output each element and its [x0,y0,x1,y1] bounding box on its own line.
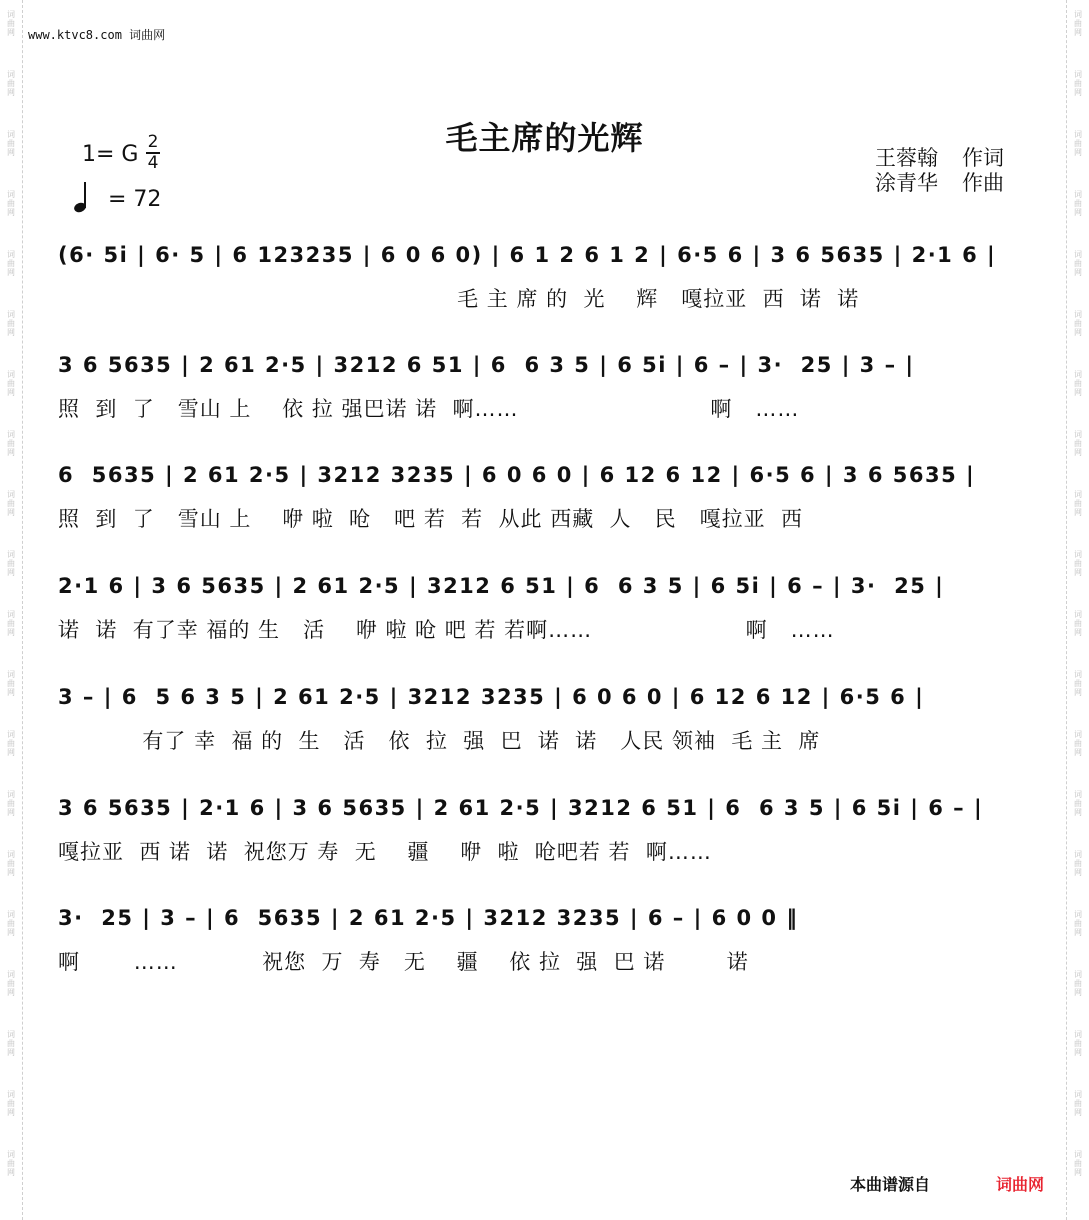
lyrics-line-7: 啊 …… 祝您 万 寿 无 疆 依 拉 强 巴 诺 诺 [58,950,749,974]
side-watermark: 词 曲 网 [1074,250,1082,277]
lyrics-line-5: 有了 幸 福 的 生 活 依 拉 强 巴 诺 诺 人民 领袖 毛 主 席 [58,729,821,753]
side-watermark: 词 曲 网 [7,730,15,757]
side-watermark: 词 曲 网 [7,850,15,877]
side-watermark: 词 曲 网 [7,670,15,697]
side-watermark: 词 曲 网 [7,1090,15,1117]
side-watermark: 词 曲 网 [7,70,15,97]
side-watermark: 词 曲 网 [1074,10,1082,37]
side-watermark: 词 曲 网 [1074,610,1082,637]
side-watermark: 词 曲 网 [1074,670,1082,697]
side-watermark: 词 曲 网 [1074,850,1082,877]
tempo-value: = 72 [108,187,162,212]
side-watermark: 词 曲 网 [7,190,15,217]
side-watermark: 词 曲 网 [1074,190,1082,217]
lyrics-line-3: 照 到 了 雪山 上 咿 啦 呛 吧 若 若 从此 西藏 人 民 嘎拉亚 西 [58,507,803,531]
time-signature-bottom: 4 [147,153,159,173]
notation-line-7: 3· 25 | 3 – | 6 5635 | 2 61 2·5 | 3212 3235 | 6 – | 6 0 0 ‖ [58,906,799,930]
side-watermark: 词 曲 网 [7,1150,15,1177]
source-site-link[interactable]: 词曲网 [996,1175,1045,1194]
notation-line-6: 3 6 5635 | 2·1 6 | 3 6 5635 | 2 61 2·5 | 3212 6 51 | 6 6 3 5 | 6 5i | 6 – | [58,796,984,820]
side-watermark: 词 曲 网 [1074,550,1082,577]
side-watermark: 词 曲 网 [7,550,15,577]
time-signature-top: 2 [147,132,159,152]
side-watermark: 词 曲 网 [1074,790,1082,817]
side-watermark: 词 曲 网 [7,910,15,937]
time-signature [146,134,160,172]
notation-line-5: 3 – | 6 5 6 3 5 | 2 61 2·5 | 3212 3235 | 6 0 6 0 | 6 12 6 12 | 6·5 6 | [58,685,925,709]
side-watermark: 词 曲 网 [1074,310,1082,337]
source-label: 本曲谱源自 [850,1175,931,1194]
lyrics-line-6: 嘎拉亚 西 诺 诺 祝您万 寿 无 疆 咿 啦 呛吧若 若 啊…… [58,840,712,864]
lyrics-line-1: 毛 主 席 的 光 辉 嘎拉亚 西 诺 诺 [58,287,860,311]
side-watermark: 词 曲 网 [7,130,15,157]
side-watermark: 词 曲 网 [7,370,15,397]
side-watermark: 词 曲 网 [7,250,15,277]
lyricist-role: 作词 [962,146,1004,170]
side-watermark: 词 曲 网 [1074,1030,1082,1057]
lyrics-line-2: 照 到 了 雪山 上 依 拉 强巴诺 诺 啊…… 啊 …… [58,397,800,421]
side-watermark: 词 曲 网 [1074,70,1082,97]
song-title: 毛主席的光辉 [445,119,644,158]
side-watermark: 词 曲 网 [7,310,15,337]
side-watermark: 词 曲 网 [7,10,15,37]
composer-role: 作曲 [962,171,1004,195]
side-watermark: 词 曲 网 [1074,490,1082,517]
site-watermark: www.ktvc8.com 词曲网 [28,28,166,42]
side-watermark: 词 曲 网 [7,490,15,517]
side-watermark: 词 曲 网 [1074,130,1082,157]
notation-line-4: 2·1 6 | 3 6 5635 | 2 61 2·5 | 3212 6 51 | 6 6 3 5 | 6 5i | 6 – | 3· 25 | [58,574,945,598]
key-signature: 1= G [82,142,139,167]
composer-name: 涂青华 [875,171,938,195]
side-watermark: 词 曲 网 [1074,1150,1082,1177]
side-watermark: 词 曲 网 [1074,910,1082,937]
side-watermark: 词 曲 网 [7,790,15,817]
notation-line-3: 6 5635 | 2 61 2·5 | 3212 3235 | 6 0 6 0 | 6 12 6 12 | 6·5 6 | 3 6 5635 | [58,463,976,487]
side-watermark: 词 曲 网 [1074,1090,1082,1117]
quarter-note-icon [74,182,90,212]
lyrics-line-4: 诺 诺 有了幸 福的 生 活 咿 啦 呛 吧 若 若啊…… 啊 …… [58,618,835,642]
tempo-marking [74,182,161,212]
side-watermark: 词 曲 网 [1074,370,1082,397]
side-watermark: 词 曲 网 [7,970,15,997]
notation-line-2: 3 6 5635 | 2 61 2·5 | 3212 6 51 | 6 6 3 5 | 6 5i | 6 – | 3· 25 | 3 – | [58,353,915,377]
side-watermark: 词 曲 网 [7,1030,15,1057]
side-watermark: 词 曲 网 [1074,730,1082,757]
side-watermark: 词 曲 网 [1074,970,1082,997]
lyricist-name: 王蓉翰 [875,146,938,170]
side-watermark: 词 曲 网 [1074,430,1082,457]
side-watermark: 词 曲 网 [7,610,15,637]
notation-line-1: (6· 5i | 6· 5 | 6 123235 | 6 0 6 0) | 6 1 2 6 1 2 | 6·5 6 | 3 6 5635 | 2·1 6 | [58,243,997,267]
side-watermark: 词 曲 网 [7,430,15,457]
credits [875,146,1004,196]
